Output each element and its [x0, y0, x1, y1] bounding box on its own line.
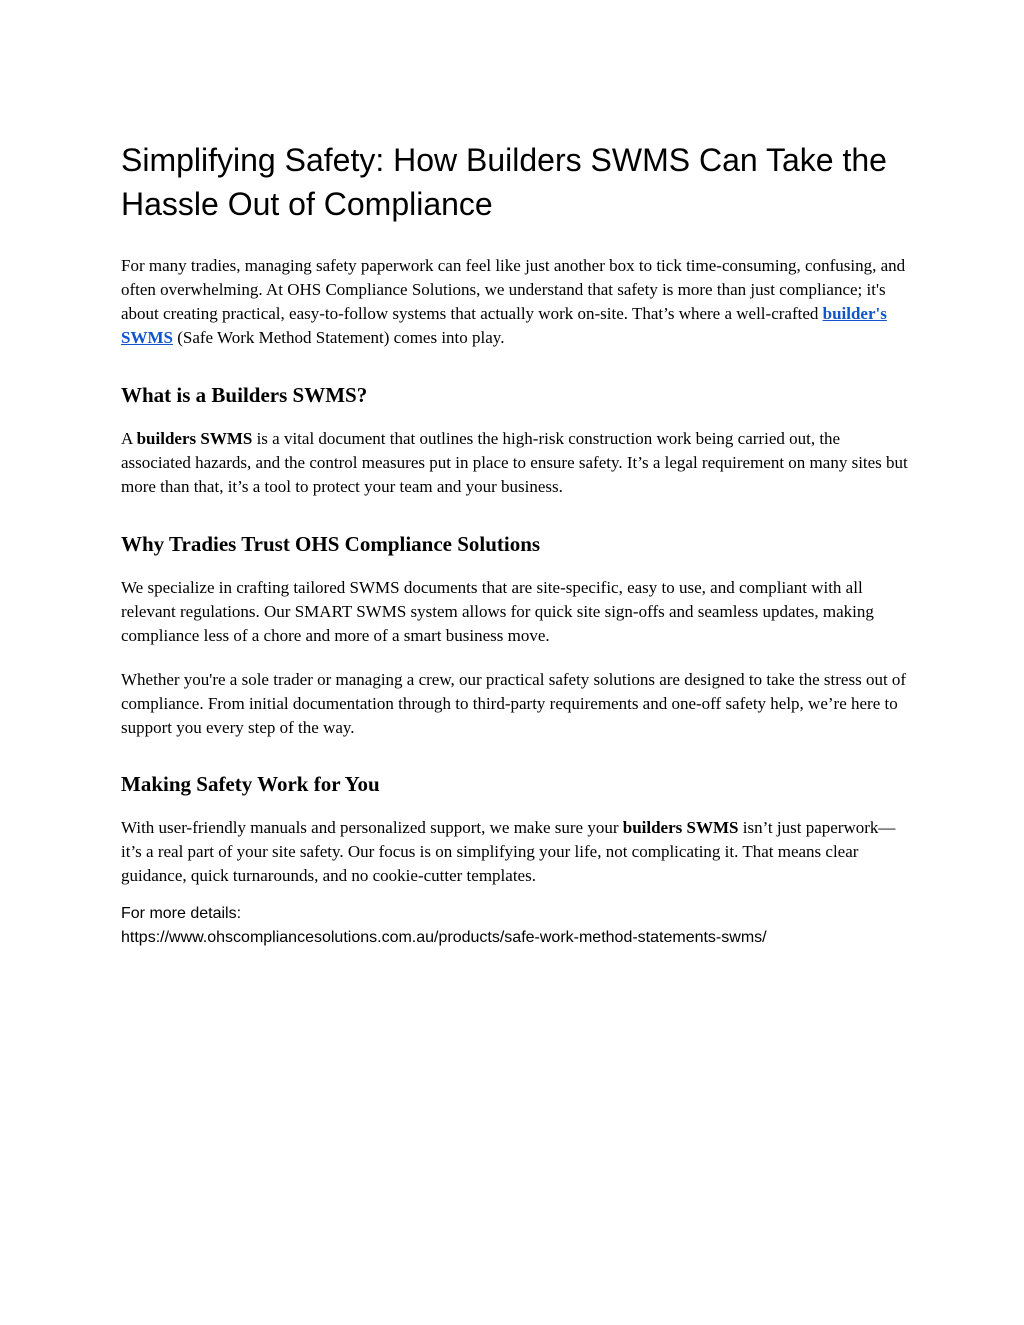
section-what-is-rest: is a vital document that outlines the high-risk construction work being carried out, the associated hazards, and the control measures put in place to ensure safety. It’s a legal requirement on many sites but more than that, it’s a tool to protect your team and your business. [121, 429, 908, 496]
section-making-safety-prefix: With user-friendly manuals and personalized support, we make sure your [121, 818, 623, 837]
document-title: Simplifying Safety: How Builders SWMS Can Take the Hassle Out of Compliance [121, 142, 887, 222]
section-what-is-paragraph [121, 427, 911, 499]
section-making-safety-rest: isn’t just paperwork—it’s a real part of your site safety. Our focus is on simplifying your life, not complicating it. That means clear guidance, quick turnarounds, and no cookie-cutter templates. [121, 818, 896, 885]
section-heading-what-is: What is a Builders SWMS? [121, 383, 368, 407]
builders-swms-link[interactable]: builder's SWMS [121, 304, 887, 347]
section-why-trust-paragraph-1: We specialize in crafting tailored SWMS documents that are site-specific, easy to use, and compliant with all relevant regulations. Our SMART SWMS system allows for quick site sign-offs and seamless updates, making compliance less of a chore and more of a smart business move. [121, 578, 874, 645]
section-making-safety-paragraph [121, 816, 911, 888]
footer-url: https://www.ohscompliancesolutions.com.au/products/safe-work-method-statements-swms/ [121, 929, 767, 946]
section-why-trust-paragraph-2: Whether you're a sole trader or managing a crew, our practical safety solutions are designed to take the stress out of compliance. From initial documentation through to third-party requirements and one-off safety help, we’re here to support you every step of the way. [121, 670, 907, 737]
section-making-safety-bold: builders SWMS [622, 818, 739, 837]
intro-text-before-link: For many tradies, managing safety paperwork can feel like just another box to tick time-consuming, confusing, and often overwhelming. At OHS Compliance Solutions, we understand that safety is more than just compliance; it's about creating practical, easy-to-follow systems that actually work on-site. That’s where a well-crafted [121, 256, 906, 323]
section-what-is-bold: builders SWMS [136, 429, 253, 448]
intro-text-after-link: (Safe Work Method Statement) comes into play. [172, 328, 505, 347]
intro-paragraph [121, 254, 911, 350]
section-heading-why-trust: Why Tradies Trust OHS Compliance Solutions [121, 532, 541, 556]
section-heading-making-safety: Making Safety Work for You [121, 772, 380, 796]
section-what-is-prefix: A [121, 429, 137, 448]
footer-label: For more details: [121, 905, 242, 922]
document-page [121, 138, 911, 950]
